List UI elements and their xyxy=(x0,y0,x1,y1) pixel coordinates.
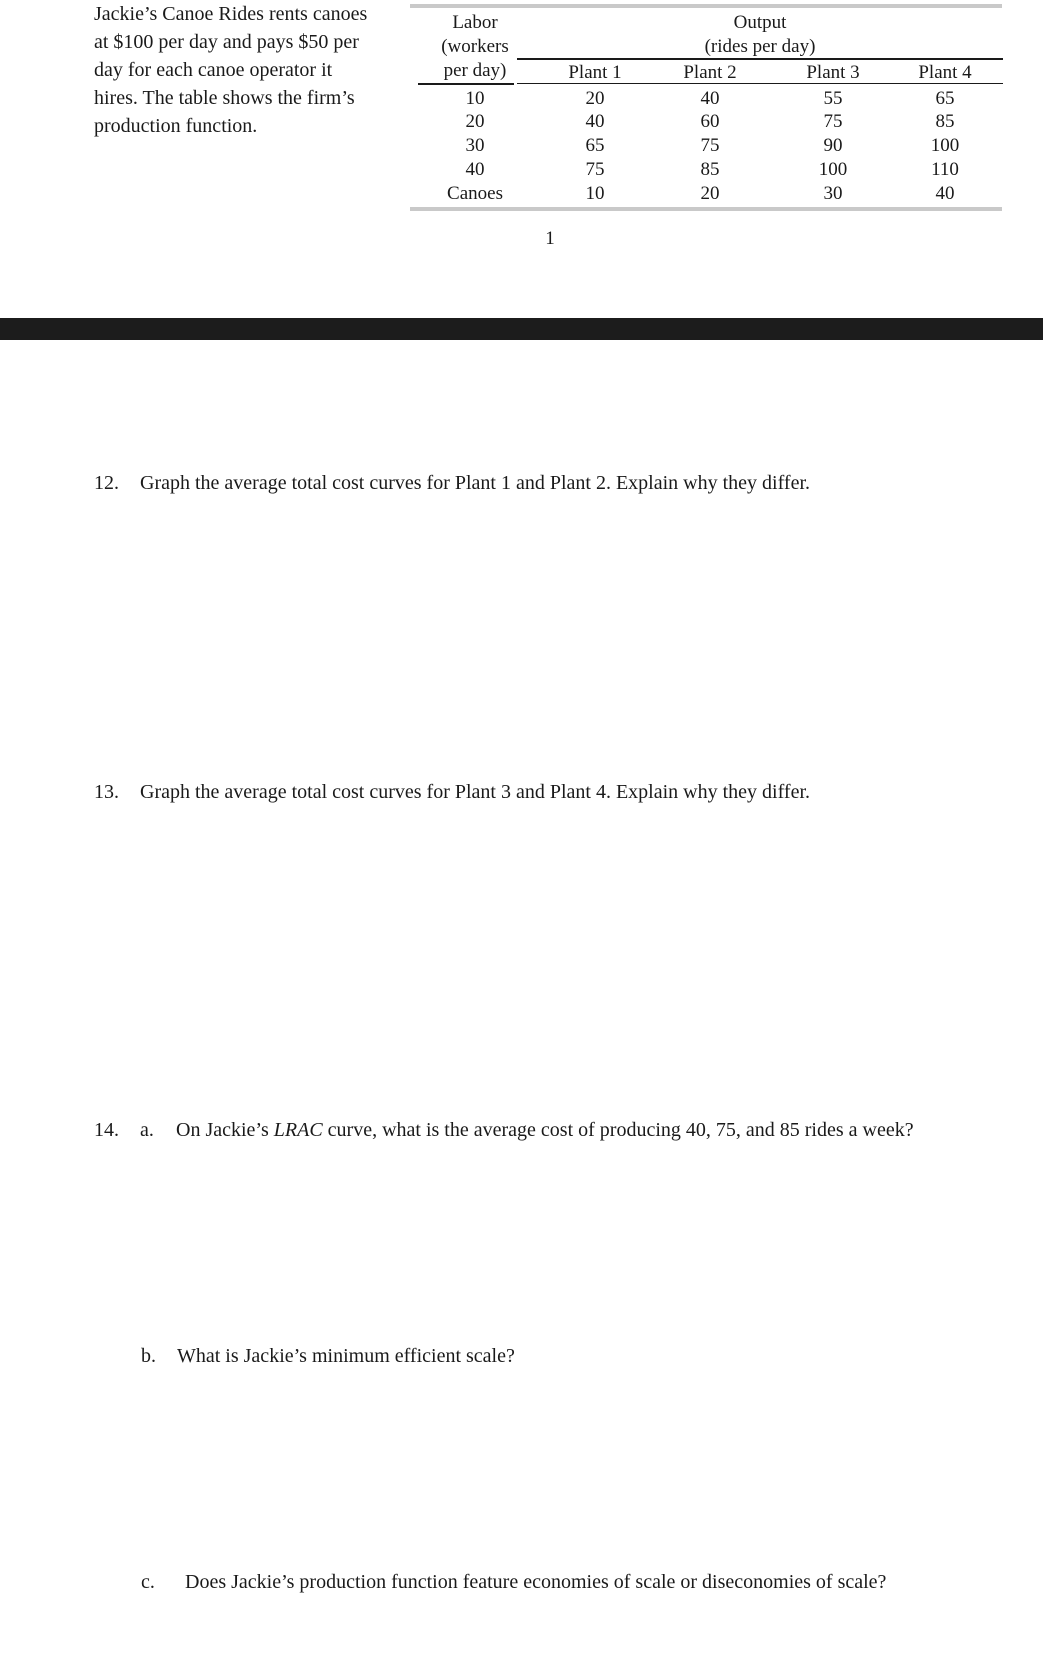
question-14a xyxy=(94,1117,914,1143)
output-header-underline xyxy=(517,58,1003,60)
intro-paragraph xyxy=(94,0,394,140)
question-number: 14. xyxy=(94,1119,119,1141)
plant-header-rule xyxy=(517,83,1003,84)
plant-header: Plant 4 xyxy=(918,62,972,83)
table-cell: 85 xyxy=(935,111,955,132)
labor-header-line: per day) xyxy=(443,60,507,81)
question-text-post: curve, what is the average cost of producing 40, 75, and 85 rides a week? xyxy=(322,1119,914,1141)
row-label: 30 xyxy=(465,135,485,156)
table-cell: 40 xyxy=(700,88,720,109)
row-label: 40 xyxy=(465,159,485,180)
question-text-emphasis: LRAC xyxy=(273,1119,323,1141)
table-cell: 60 xyxy=(700,111,720,132)
question-sub-letter: b. xyxy=(141,1345,156,1367)
table-cell: 75 xyxy=(700,135,720,156)
labor-header-line: Labor xyxy=(452,12,498,33)
table-cell: 65 xyxy=(585,135,605,156)
question-number: 13. xyxy=(94,781,119,803)
table-bottom-rule xyxy=(410,207,1002,211)
table-cell: 55 xyxy=(823,88,843,109)
table-cell: 110 xyxy=(931,159,959,180)
question-sub-letter: a. xyxy=(140,1119,154,1141)
intro-line: day for each canoe operator it xyxy=(94,59,333,81)
intro-line: Jackie’s Canoe Rides rents canoes xyxy=(94,3,368,25)
table-cell: 85 xyxy=(700,159,720,180)
table-top-rule xyxy=(410,4,1002,8)
question-text: Graph the average total cost curves for Plant 1 and Plant 2. Explain why they differ. xyxy=(140,472,810,494)
question-text-pre: On Jackie’s xyxy=(176,1119,274,1141)
table-cell: 40 xyxy=(585,111,605,132)
labor-header-line: (workers xyxy=(441,36,509,57)
question-14c xyxy=(141,1569,886,1595)
question-13 xyxy=(94,779,810,805)
question-text: Graph the average total cost curves for Plant 3 and Plant 4. Explain why they differ. xyxy=(140,781,810,803)
intro-line: production function. xyxy=(94,115,258,137)
labor-header-underline xyxy=(418,83,514,85)
table-cell: 10 xyxy=(585,183,605,204)
row-label: 20 xyxy=(465,111,485,132)
row-label: 10 xyxy=(465,88,485,109)
table-cell: 30 xyxy=(823,183,843,204)
table-cell: 90 xyxy=(823,135,843,156)
table-cell: 100 xyxy=(818,159,848,180)
intro-line: hires. The table shows the firm’s xyxy=(94,87,355,109)
intro-line: at $100 per day and pays $50 per xyxy=(94,31,359,53)
question-text: What is Jackie’s minimum efficient scale? xyxy=(177,1345,515,1367)
output-header-line: Output xyxy=(733,12,787,33)
page-separator-bar xyxy=(0,318,1043,340)
table-cell: 20 xyxy=(700,183,720,204)
question-14b xyxy=(141,1343,515,1369)
question-number: 12. xyxy=(94,472,119,494)
question-text: Does Jackie’s production function feature economies of scale or diseconomies of scale? xyxy=(185,1571,887,1593)
table-cell: 65 xyxy=(935,88,955,109)
table-cell: 75 xyxy=(823,111,843,132)
row-label: Canoes xyxy=(447,183,503,204)
table-cell: 20 xyxy=(585,88,605,109)
page-number: 1 xyxy=(545,228,555,249)
table-cell: 75 xyxy=(585,159,605,180)
plant-header: Plant 2 xyxy=(683,62,737,83)
plant-header: Plant 1 xyxy=(568,62,622,83)
question-sub-letter: c. xyxy=(141,1571,155,1593)
plant-header: Plant 3 xyxy=(806,62,860,83)
table-cell: 40 xyxy=(935,183,955,204)
question-12 xyxy=(94,470,810,496)
table-cell: 100 xyxy=(930,135,960,156)
output-header-line: (rides per day) xyxy=(704,36,816,57)
